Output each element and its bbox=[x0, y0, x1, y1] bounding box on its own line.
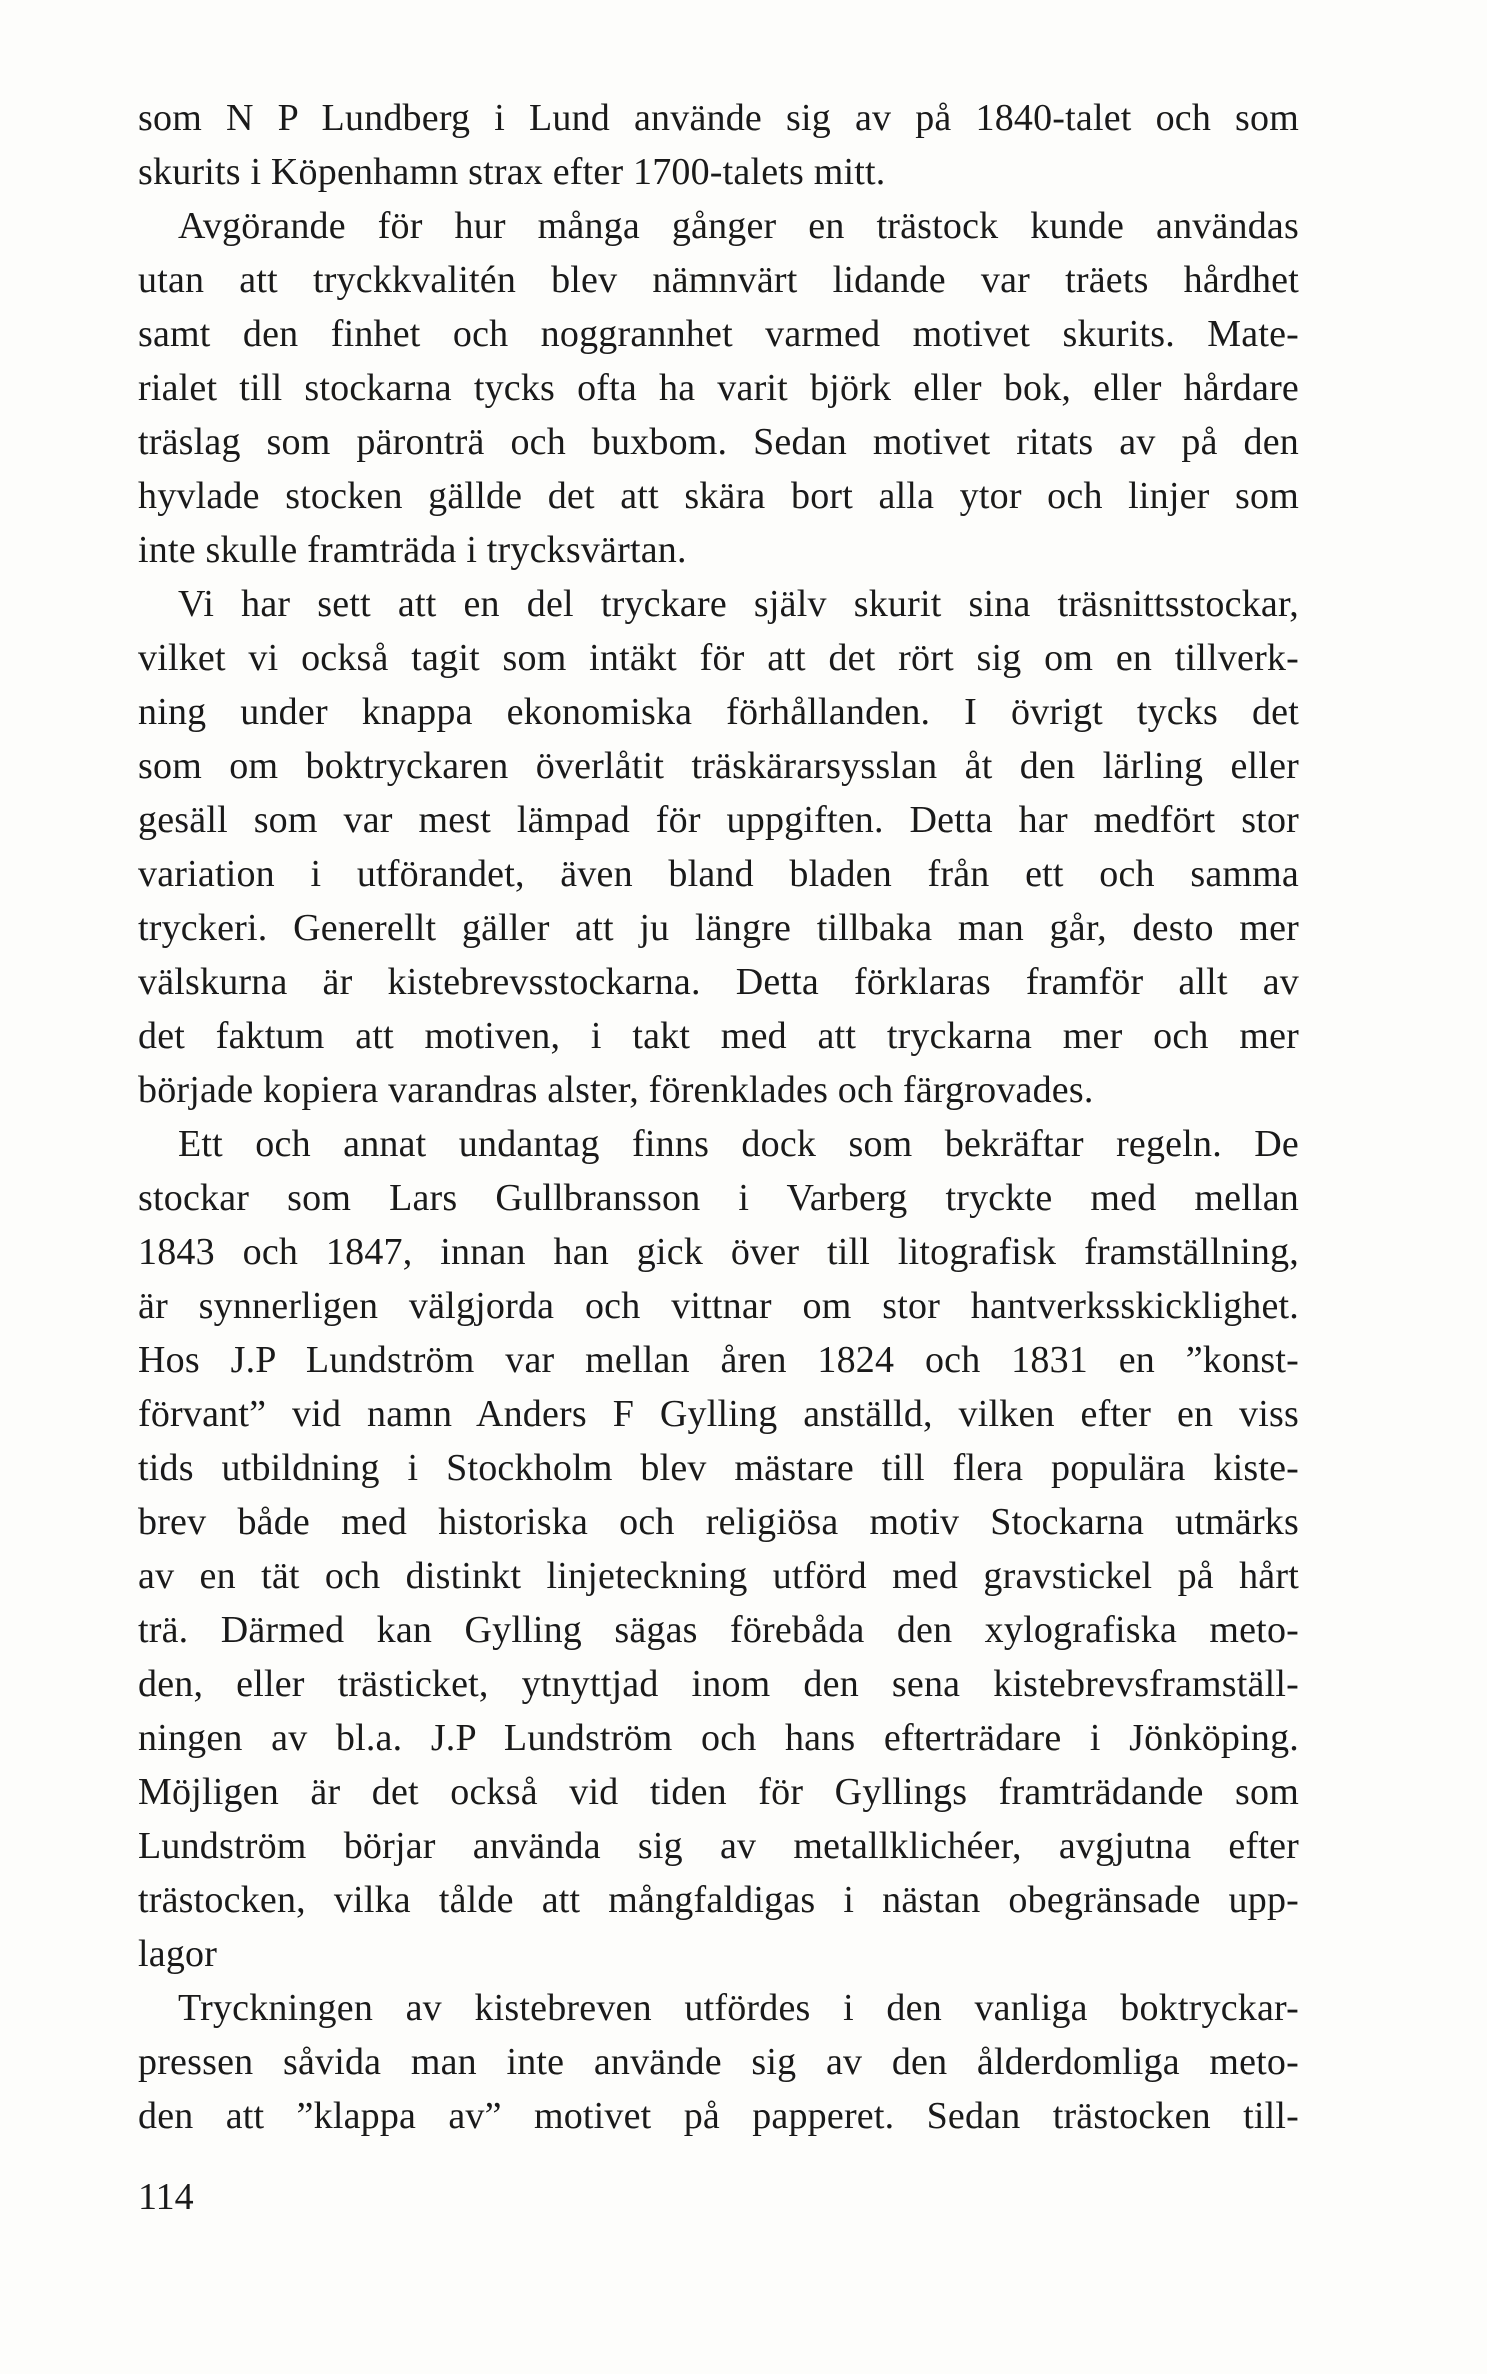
text-line: förvant” vid namn Anders F Gylling anställd, vilken efter en viss bbox=[138, 1393, 1299, 1435]
text-line: 1843 och 1847, innan han gick över till litografisk framställning, bbox=[138, 1231, 1299, 1273]
text-line: ningen av bl.a. J.P Lundström och hans efterträdare i Jönköping. bbox=[138, 1717, 1299, 1759]
text-line: började kopiera varandras alster, förenklades och färgrovades. bbox=[138, 1069, 1094, 1111]
text-line: samt den finhet och noggrannhet varmed motivet skurits. Mate- bbox=[138, 313, 1299, 355]
paragraph bbox=[138, 577, 1299, 1117]
text-line: stockar som Lars Gullbransson i Varberg tryckte med mellan bbox=[138, 1177, 1299, 1219]
text-line: inte skulle framträda i trycksvärtan. bbox=[138, 529, 687, 571]
body-text bbox=[138, 91, 1299, 2143]
text-line: Möjligen är det också vid tiden för Gyllings framträdande som bbox=[138, 1771, 1299, 1813]
text-line: av en tät och distinkt linjeteckning utförd med gravstickel på hårt bbox=[138, 1555, 1299, 1597]
paragraph bbox=[138, 1981, 1299, 2143]
paragraph bbox=[138, 199, 1299, 577]
text-line: skurits i Köpenhamn strax efter 1700-talets mitt. bbox=[138, 151, 886, 193]
text-line: utan att tryckkvalitén blev nämnvärt lidande var träets hårdhet bbox=[138, 259, 1299, 301]
text-line: välskurna är kistebrevsstockarna. Detta förklaras framför allt av bbox=[138, 961, 1299, 1003]
text-line: som N P Lundberg i Lund använde sig av på 1840-talet och som bbox=[138, 97, 1299, 139]
text-line: träslag som päronträ och buxbom. Sedan motivet ritats av på den bbox=[138, 421, 1299, 463]
text-line: tids utbildning i Stockholm blev mästare till flera populära kiste- bbox=[138, 1447, 1299, 1489]
text-line: Avgörande för hur många gånger en trästock kunde användas bbox=[178, 205, 1299, 247]
text-line: variation i utförandet, även bland bladen från ett och samma bbox=[138, 853, 1299, 895]
text-line: Vi har sett att en del tryckare själv skurit sina träsnittsstockar, bbox=[178, 583, 1299, 625]
text-line: trästocken, vilka tålde att mångfaldigas i nästan obegränsade upp- bbox=[138, 1879, 1299, 1921]
text-line: pressen såvida man inte använde sig av den ålderdomliga meto- bbox=[138, 2041, 1299, 2083]
text-line: brev både med historiska och religiösa motiv Stockarna utmärks bbox=[138, 1501, 1299, 1543]
text-line: ning under knappa ekonomiska förhållanden. I övrigt tycks det bbox=[138, 691, 1299, 733]
text-line: Tryckningen av kistebreven utfördes i den vanliga boktryckar- bbox=[178, 1987, 1299, 2029]
text-line: hyvlade stocken gällde det att skära bort alla ytor och linjer som bbox=[138, 475, 1299, 517]
paragraph bbox=[138, 1117, 1299, 1981]
text-line: trä. Därmed kan Gylling sägas förebåda den xylografiska meto- bbox=[138, 1609, 1299, 1651]
text-line: den, eller trästicket, ytnyttjad inom den sena kistebrevsframställ- bbox=[138, 1663, 1299, 1705]
text-line: lagor bbox=[138, 1933, 218, 1975]
text-line: Hos J.P Lundström var mellan åren 1824 och 1831 en ”konst- bbox=[138, 1339, 1299, 1381]
text-line: Lundström börjar använda sig av metallklichéer, avgjutna efter bbox=[138, 1825, 1299, 1867]
text-line: är synnerligen välgjorda och vittnar om stor hantverksskicklighet. bbox=[138, 1285, 1299, 1327]
page-number: 114 bbox=[138, 2176, 194, 2218]
text-line: den att ”klappa av” motivet på papperet. Sedan trästocken till- bbox=[138, 2095, 1299, 2137]
text-line: Ett och annat undantag finns dock som bekräftar regeln. De bbox=[178, 1123, 1299, 1165]
text-line: som om boktryckaren överlåtit träskärarsysslan åt den lärling eller bbox=[138, 745, 1299, 787]
text-line: vilket vi också tagit som intäkt för att det rört sig om en tillverk- bbox=[138, 637, 1299, 679]
text-line: tryckeri. Generellt gäller att ju längre tillbaka man går, desto mer bbox=[138, 907, 1299, 949]
text-line: rialet till stockarna tycks ofta ha varit björk eller bok, eller hårdare bbox=[138, 367, 1299, 409]
paragraph bbox=[138, 91, 1299, 199]
text-line: det faktum att motiven, i takt med att tryckarna mer och mer bbox=[138, 1015, 1299, 1057]
text-line: gesäll som var mest lämpad för uppgiften. Detta har medfört stor bbox=[138, 799, 1299, 841]
